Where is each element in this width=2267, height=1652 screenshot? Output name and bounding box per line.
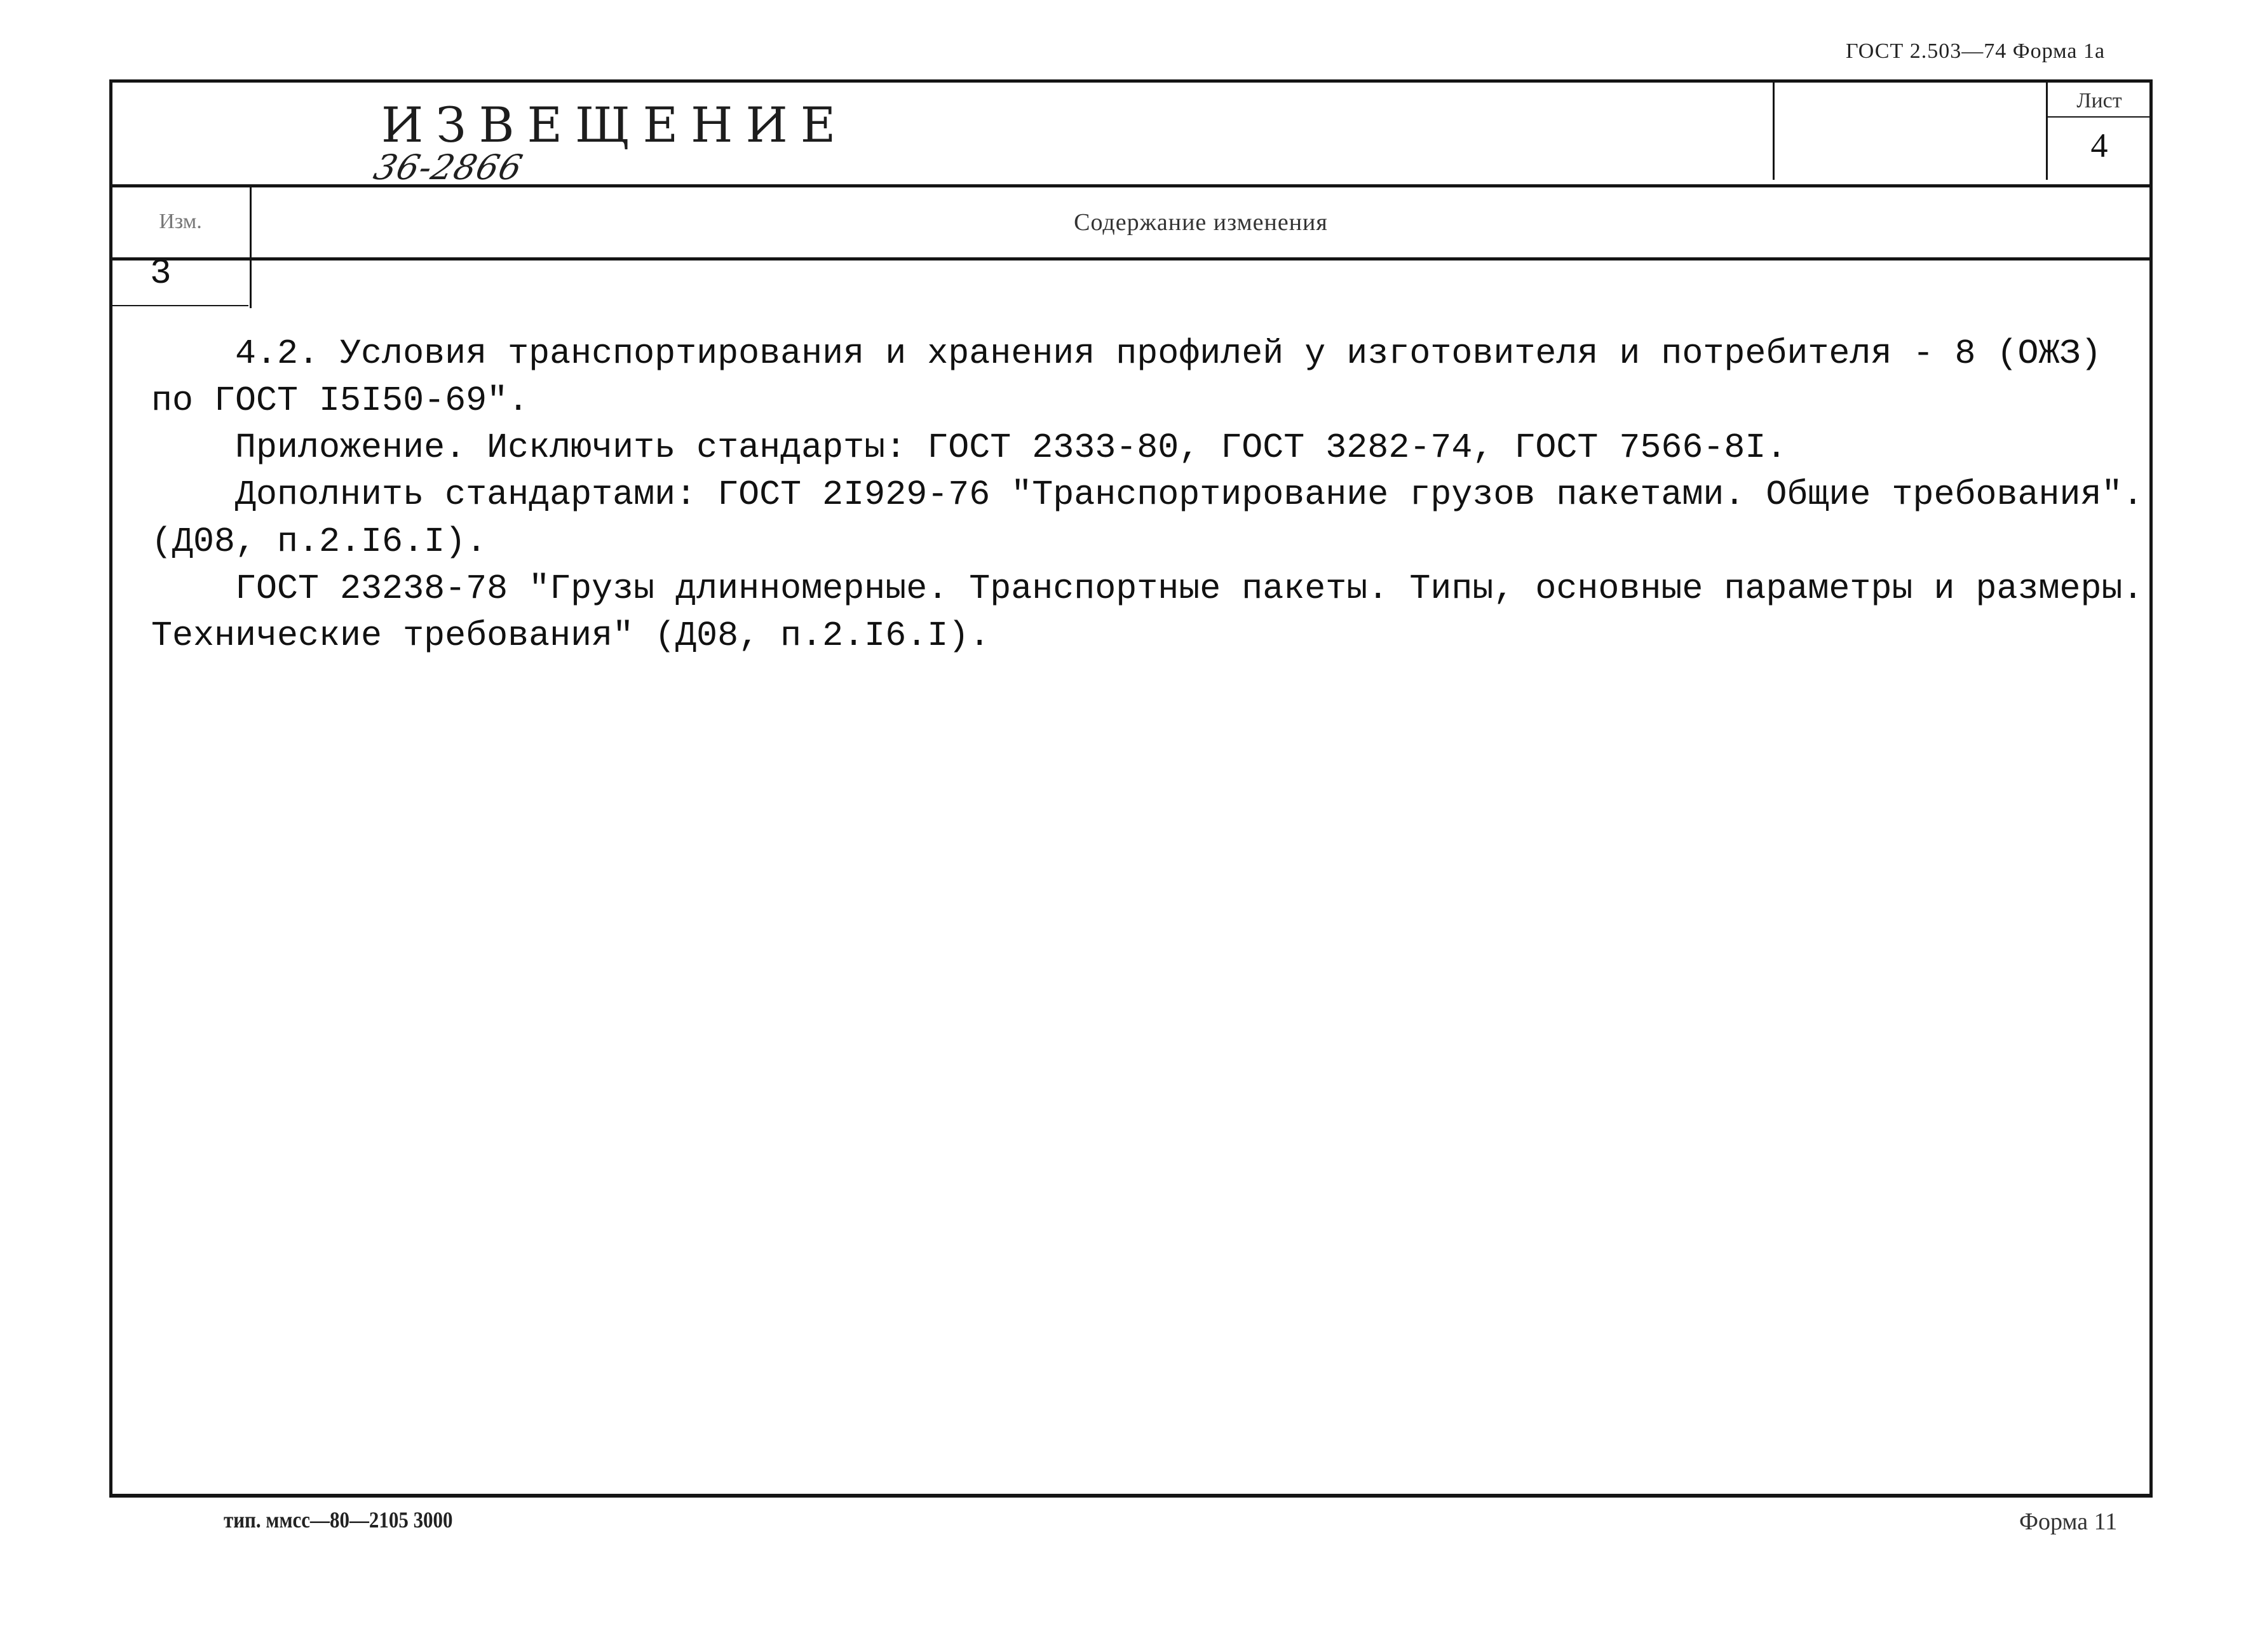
sheet-number: 4 <box>2090 126 2108 165</box>
content-line: Дополнить стандартами: ГОСТ 2I929-76 "Транспортирование грузов пакетами. Общие требования". <box>151 475 2144 515</box>
change-number-underline <box>112 305 248 306</box>
content-line: по ГОСТ I5I50-69". <box>151 381 529 421</box>
form-reference: ГОСТ 2.503—74 Форма 1а <box>1846 39 2106 63</box>
change-content <box>151 330 2144 660</box>
form-number: Форма 11 <box>2019 1508 2118 1535</box>
content-line: Технические требования" (Д08, п.2.I6.I). <box>151 616 991 656</box>
content-line: Приложение. Исключить стандарты: ГОСТ 2333-80, ГОСТ 3282-74, ГОСТ 7566-8I. <box>151 428 1787 468</box>
change-number: 3 <box>150 253 172 294</box>
content-column-header: Содержание изменения <box>1074 209 1328 236</box>
sheet-label: Лист <box>2076 89 2122 112</box>
header-divider-right <box>1773 81 1775 180</box>
content-line: 4.2. Условия транспортирования и хранения профилей у изготовителя и потребителя - 8 (ОЖЗ) <box>151 334 2102 374</box>
document-frame <box>109 79 2153 1498</box>
document-title: ИЗВЕЩЕНИЕ <box>381 97 849 153</box>
content-line: ГОСТ 23238-78 "Грузы длинномерные. Транспортные пакеты. Типы, основные параметры и размеры. <box>151 569 2144 609</box>
content-line: (Д08, п.2.I6.I). <box>151 522 487 562</box>
print-info: тип. ммсс—80—2105 3000 <box>224 1507 453 1533</box>
change-column-header: Изм. <box>159 210 202 233</box>
notice-number: 36-2866 <box>370 147 527 187</box>
change-col-divider <box>250 187 252 308</box>
sheet-cell-line <box>2047 116 2151 118</box>
column-header-bottom-line <box>112 257 2151 261</box>
